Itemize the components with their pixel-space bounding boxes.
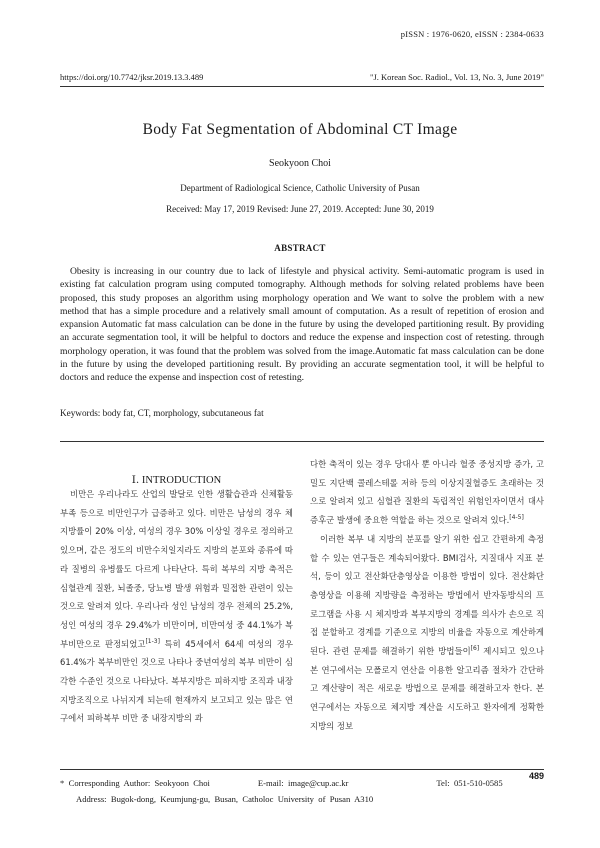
intro-text: 다한 축적이 있는 경우 당대사 뿐 아니라 혈중 중성지방 증가, 고밀도 지단백 콜레스테롤 저하 등의 이상지질혈증도 초래하는 것으로 알려져 있고 심혈관 질환의 독립적인 위험인자이면서 대사증후군 발생에 중요한 역할을 하는 것으로 알려져 있다.: [310, 459, 544, 526]
citation[interactable]: [4-5]: [509, 514, 524, 522]
email[interactable]: E-mail: image@cup.ac.kr: [257, 778, 349, 788]
doi-link[interactable]: https://doi.org/10.7742/jksr.2019.13.3.489: [60, 72, 204, 82]
intro-paragraph-2: [310, 530, 544, 736]
footer-rule: [60, 769, 544, 770]
intro-paragraph-1-cont: [310, 455, 544, 530]
intro-text: 이러한 복부 내 지방의 분포를 알기 위한 쉽고 간편하게 측정할 수 있는 연구들은 계속되어왔다. BMI검사, 지질대사 지표 분석, 등이 있고 전산화단층영상을 이용한 방법이 있다. 전산화단층영상을 이용해 지방량을 측정하는 방법에서 반자동방식의 프로그램을 사용 시 체지방과 복부지방의 경계를 의사가 손으로 직접 분할하고 경계를 기준으로 지방의 비율을 자동으로 계산하게 된다. 관련 문제를 해결하기 위한 방법들이: [310, 533, 544, 657]
article-dates: Received: May 17, 2019 Revised: June 27, 2019. Accepted: June 30, 2019: [166, 204, 434, 214]
citation[interactable]: [1-3]: [145, 637, 160, 645]
intro-text: 비만은 우리나라도 산업의 발달로 인한 생활습관과 신체활동 부족 등으로 비만인구가 급증하고 있다. 비만은 남성의 경우 체지방률이 20% 이상, 여성의 경우 30% 이상일 경우로 정의하고 있으며, 같은 정도의 비만수치일지라도 지방의 분포와 종류에 따라 질병의 유병률도 다르게 나타난다. 특히 복부의 지방 축적은 심혈관계 질환, 뇌졸중, 당뇨병 발생 위험과 밀접한 관련이 있는 것으로 알려져 있다. 우리나라 성인 남성의 경우 전체의 25.2%, 성인 여성의 경우 29.4%가 비만이며, 비만여성 중 44.1%가 복부비만으로 판정되었고: [60, 489, 293, 649]
right-column: [310, 455, 544, 736]
affiliation: Department of Radiological Science, Catholic University of Pusan: [180, 183, 420, 193]
abstract-heading: ABSTRACT: [274, 243, 326, 253]
intro-text: 특히 45세에서 64세 여성의 경우 61.4%가 복부비만인 것으로 나타나 중년여성의 복부 비만이 심각한 수준인 것으로 나타났다. 복부지방은 피하지방 조직과 내장 지방조직으로 나뉘지게 되는데 현재까지 보고되고 있는 많은 연구에서 피하복부 비만 중 내장지방의 과: [60, 638, 293, 724]
corresponding-author: * Corresponding Author: Seokyoon Choi: [60, 778, 210, 788]
issn-line: pISSN : 1976-0620, eISSN : 2384-0633: [400, 29, 544, 39]
telephone: Tel: 051-510-0585: [436, 778, 503, 788]
header-rule: [60, 86, 544, 87]
abstract-text: Obesity is increasing in our country due to lack of lifestyle and physical activity. Semi-automatic program is used in existing fat calculation program using computed tomography. Although methods for solving related problems have been proposed, this study proposes an algorithm using morphology operation and We want to solve the problem with a new method that has a simple procedure and a relatively small amount of computation. As a result of repetition of erosion and expansion Automatic fat mass calculation can be done in the future by using the developed partitioning result. By providing an accurate segmentation tool, it will be helpful to doctors and reduce the expense and inspection cost of retesting. through morphology operation, it was found that the problem was solved from the image.Automatic fat mass calculation can be done in the future by using the developed partitioning result. By providing an accurate segmentation tool, it will be helpful to doctors and reduce the expense and inspection cost of retesting.: [60, 266, 544, 384]
journal-reference: "J. Korean Soc. Radiol., Vol. 13, No. 3, June 2019": [369, 72, 544, 82]
intro-text: 제시되고 있으나 본 연구에서는 모폴로지 연산을 이용한 알고리즘 절차가 간단하고 계산량이 적은 새로운 방법으로 문제를 해결하고자 한다. 본 연구에서는 자동으로 체지방 계산을 시도하고 환자에게 정확한 지방의 정보: [310, 646, 544, 731]
intro-paragraph-1: [60, 485, 293, 728]
keywords: Keywords: body fat, CT, morphology, subcutaneous fat: [60, 408, 264, 418]
page-number: 489: [528, 771, 544, 781]
abstract-body: [60, 265, 544, 385]
abstract-rule: [60, 441, 544, 442]
citation[interactable]: [6]: [470, 645, 480, 653]
left-column: [60, 485, 293, 728]
footnote-contact-row: [60, 775, 503, 791]
address: Address: Bugok-dong, Keumjung-gu, Busan, Catholoc University of Pusan A310: [76, 794, 374, 804]
section-number: Ⅰ.: [131, 474, 140, 486]
section-title: INTRODUCTION: [141, 475, 222, 486]
author-name: Seokyoon Choi: [269, 158, 331, 169]
paper-title: Body Fat Segmentation of Abdominal CT Image: [142, 121, 458, 138]
correspondence-footnote: [60, 775, 503, 807]
